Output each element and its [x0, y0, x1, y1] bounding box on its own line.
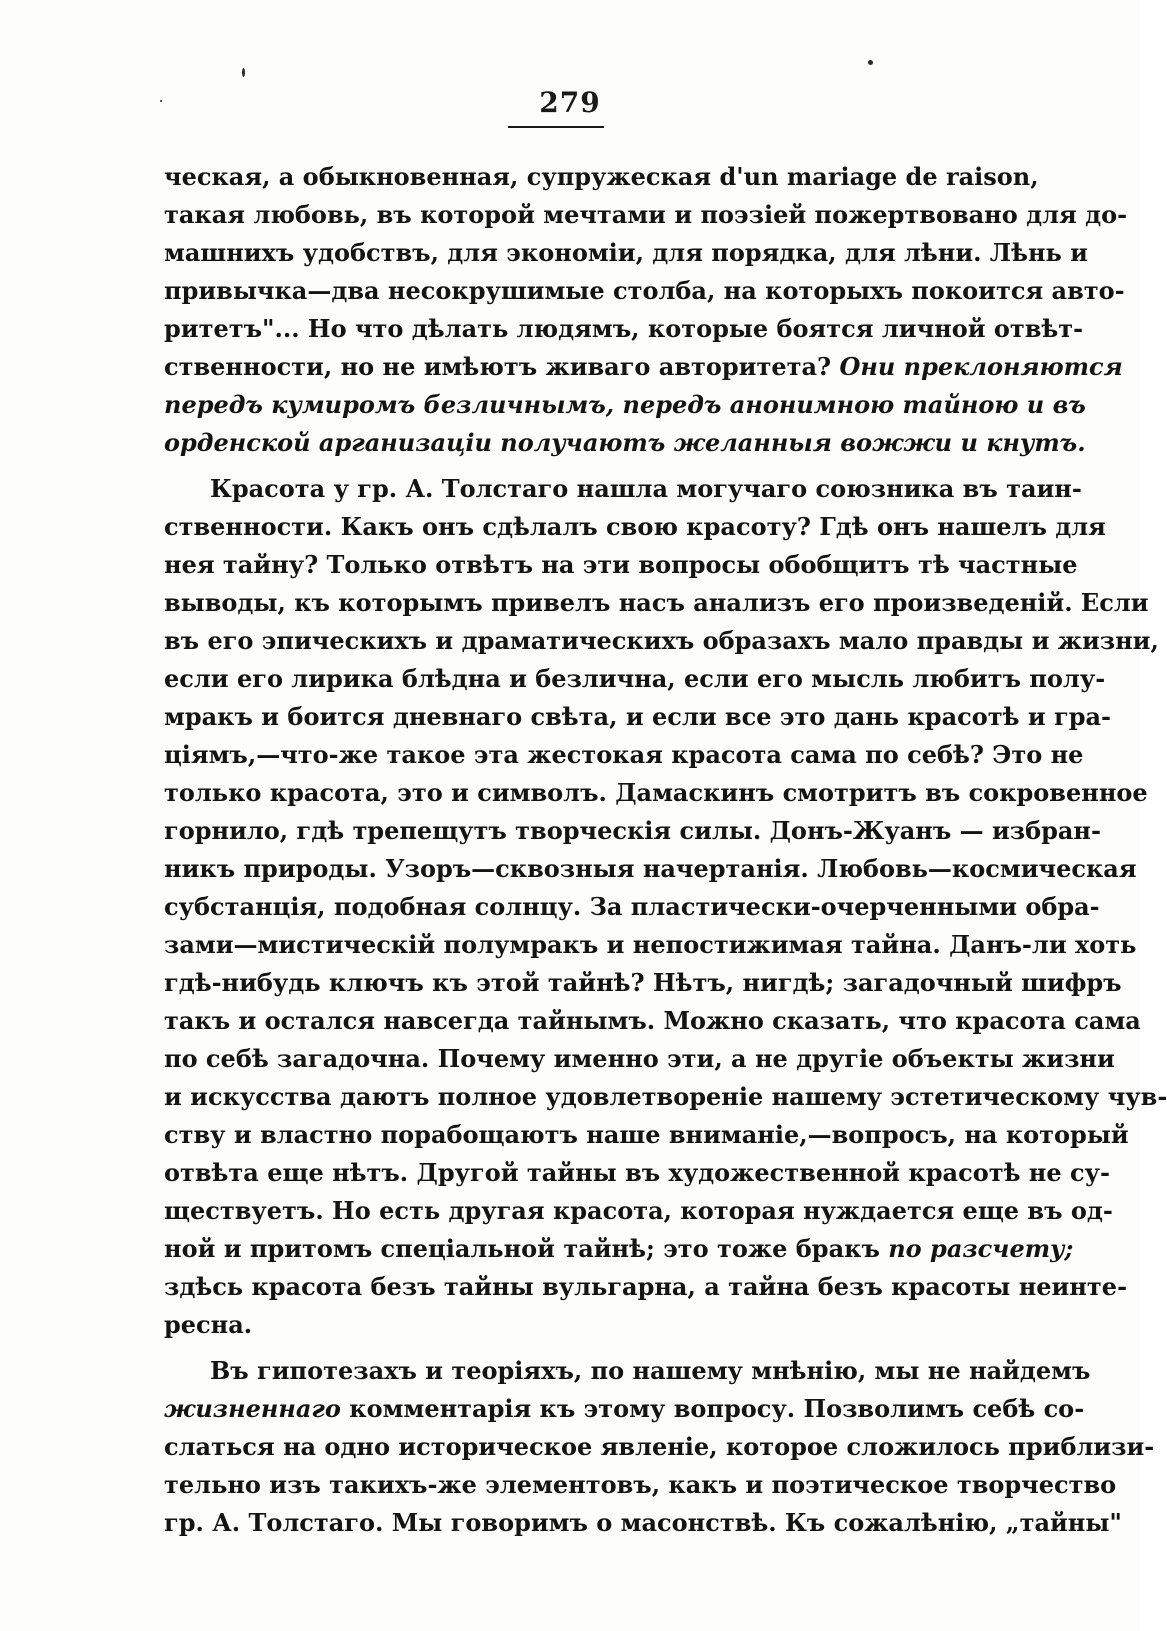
text-line — [164, 1268, 1128, 1306]
text-segment: гр. А. Толстаго. Мы говоримъ о масонствѣ. Къ сожалѣнію, „тайны" — [164, 1508, 1122, 1537]
text-line — [164, 1352, 1091, 1390]
text-segment: ресна. — [164, 1310, 253, 1339]
text-segment: здѣсь красота безъ тайны вульгарна, а тайна безъ красоты неинте- — [164, 1272, 1128, 1301]
text-segment: слаться на одно историческое явленіе, которое сложилось приблизи- — [164, 1432, 1155, 1461]
text-segment: ственности. Какъ онъ сдѣлалъ свою красоту? Гдѣ онъ нашелъ для — [164, 512, 1106, 541]
text-segment: такая любовь, въ которой мечтами и поэзіей пожертвовано для до- — [164, 200, 1128, 229]
text-segment: ческая, а обыкновенная, супружеская d'un mariage de raison, — [164, 162, 1039, 191]
print-speck — [868, 60, 873, 65]
text-segment: Въ гипотезахъ и теоріяхъ, по нашему мнѣнію, мы не найдемъ — [210, 1356, 1091, 1385]
text-segment: такъ и остался навсегда тайнымъ. Можно сказать, что красота сама — [164, 1006, 1141, 1035]
text-line — [164, 926, 1137, 964]
text-line — [164, 1390, 1085, 1428]
print-speck — [242, 68, 245, 77]
text-line — [164, 850, 1137, 888]
text-line — [164, 158, 1039, 196]
text-segment: привычка—два несокрушимые столба, на которыхъ покоится авто- — [164, 276, 1125, 305]
text-segment: ціямъ,—что-же такое эта жестокая красота сама по себѣ? Это не — [164, 740, 1084, 769]
text-segment: въ его эпическихъ и драматическихъ образахъ мало правды и жизни, — [164, 626, 1159, 655]
text-segment: ществуетъ. Но есть другая красота, которая нуждается еще въ од- — [164, 1196, 1113, 1225]
text-segment: горнило, гдѣ трепещутъ творческія силы. Донъ-Жуанъ — избран- — [164, 816, 1101, 845]
text-line — [164, 698, 1111, 736]
text-line — [164, 812, 1101, 850]
text-line — [164, 348, 1123, 386]
text-line — [164, 546, 1078, 584]
italic-text: по разсчету; — [888, 1234, 1074, 1263]
text-line — [164, 774, 1148, 812]
text-segment: мракъ и боится дневнаго свѣта, и если все это дань красотѣ и гра- — [164, 702, 1111, 731]
text-line — [164, 1504, 1122, 1542]
text-segment: тельно изъ такихъ-же элементовъ, какъ и поэтическое творчество — [164, 1470, 1117, 1499]
text-segment: субстанція, подобная солнцу. За пластически-очерченными обра- — [164, 892, 1100, 921]
paragraph — [164, 158, 1128, 462]
text-segment: нея тайну? Только отвѣтъ на эти вопросы обобщитъ тѣ частные — [164, 550, 1078, 579]
text-segment: ритетъ"... Но что дѣлать людямъ, которые боятся личной отвѣт- — [164, 314, 1084, 343]
text-line — [164, 964, 1122, 1002]
text-segment: выводы, къ которымъ привелъ насъ анализъ его произведеній. Если — [164, 588, 1149, 617]
text-line — [164, 508, 1106, 546]
page-number: 279 — [539, 86, 601, 119]
text-line — [164, 1154, 1110, 1192]
text-line — [164, 386, 1086, 424]
text-line — [164, 470, 1082, 508]
text-segment: по себѣ загадочна. Почему именно эти, а не другіе объекты жизни — [164, 1044, 1115, 1073]
text-line — [164, 584, 1149, 622]
text-segment: ству и властно порабощаютъ наше вниманіе,—вопросъ, на который — [164, 1120, 1129, 1149]
text-line — [164, 1306, 964, 1344]
page-number-rule — [508, 126, 604, 128]
italic-text: передъ кумиромъ безличнымъ, передъ анонимною тайною и въ — [164, 390, 1086, 419]
text-segment: комментарія къ этому вопросу. Позволимъ себѣ со- — [340, 1394, 1085, 1423]
text-segment: если его лирика блѣдна и безлична, если его мысль любитъ полу- — [164, 664, 1106, 693]
text-segment: машнихъ удобствъ, для экономіи, для порядка, для лѣни. Лѣнь и — [164, 238, 1088, 267]
text-line — [164, 424, 1086, 462]
text-line — [164, 1116, 1129, 1154]
text-line — [164, 888, 1100, 926]
text-line — [164, 1428, 1155, 1466]
text-segment: Красота у гр. А. Толстаго нашла могучаго союзника въ таин- — [210, 474, 1082, 503]
text-line — [164, 1040, 1115, 1078]
text-segment: ственности, но не имѣютъ живаго авторитета? — [164, 352, 840, 381]
italic-text: жизненнаго — [164, 1394, 341, 1423]
text-segment: только красота, это и символъ. Дамаскинъ смотритъ въ сокровенное — [164, 778, 1148, 807]
text-line — [164, 234, 1088, 272]
text-line — [164, 1192, 1113, 1230]
text-line — [164, 660, 1106, 698]
text-line — [164, 1466, 1117, 1504]
text-line — [164, 1002, 1141, 1040]
text-line — [164, 1230, 1074, 1268]
text-segment: зами—мистическій полумракъ и непостижимая тайна. Данъ-ли хоть — [164, 930, 1137, 959]
text-line — [164, 310, 1084, 348]
text-segment: никъ природы. Узоръ—сквозныя начертанія. Любовь—космическая — [164, 854, 1137, 883]
text-segment: и искусства даютъ полное удовлетвореніе нашему эстетическому чув- — [164, 1082, 1167, 1111]
body-text — [164, 158, 1167, 1542]
paragraph — [164, 1352, 1155, 1542]
text-line — [164, 736, 1084, 774]
text-line — [164, 272, 1125, 310]
paragraph — [164, 470, 1167, 1344]
text-line — [164, 196, 1128, 234]
italic-text: Они преклоняются — [839, 352, 1123, 381]
text-segment: гдѣ-нибудь ключъ къ этой тайнѣ? Нѣтъ, нигдѣ; загадочный шифръ — [164, 968, 1122, 997]
text-line — [164, 1078, 1167, 1116]
italic-text: орденской арганизаціи получаютъ желанныя вожжи и кнутъ. — [164, 428, 1086, 457]
text-segment: ной и притомъ спеціальной тайнѣ; это тоже бракъ — [164, 1234, 889, 1263]
text-line — [164, 622, 1159, 660]
text-segment: отвѣта еще нѣтъ. Другой тайны въ художественной красотѣ не су- — [164, 1158, 1110, 1187]
